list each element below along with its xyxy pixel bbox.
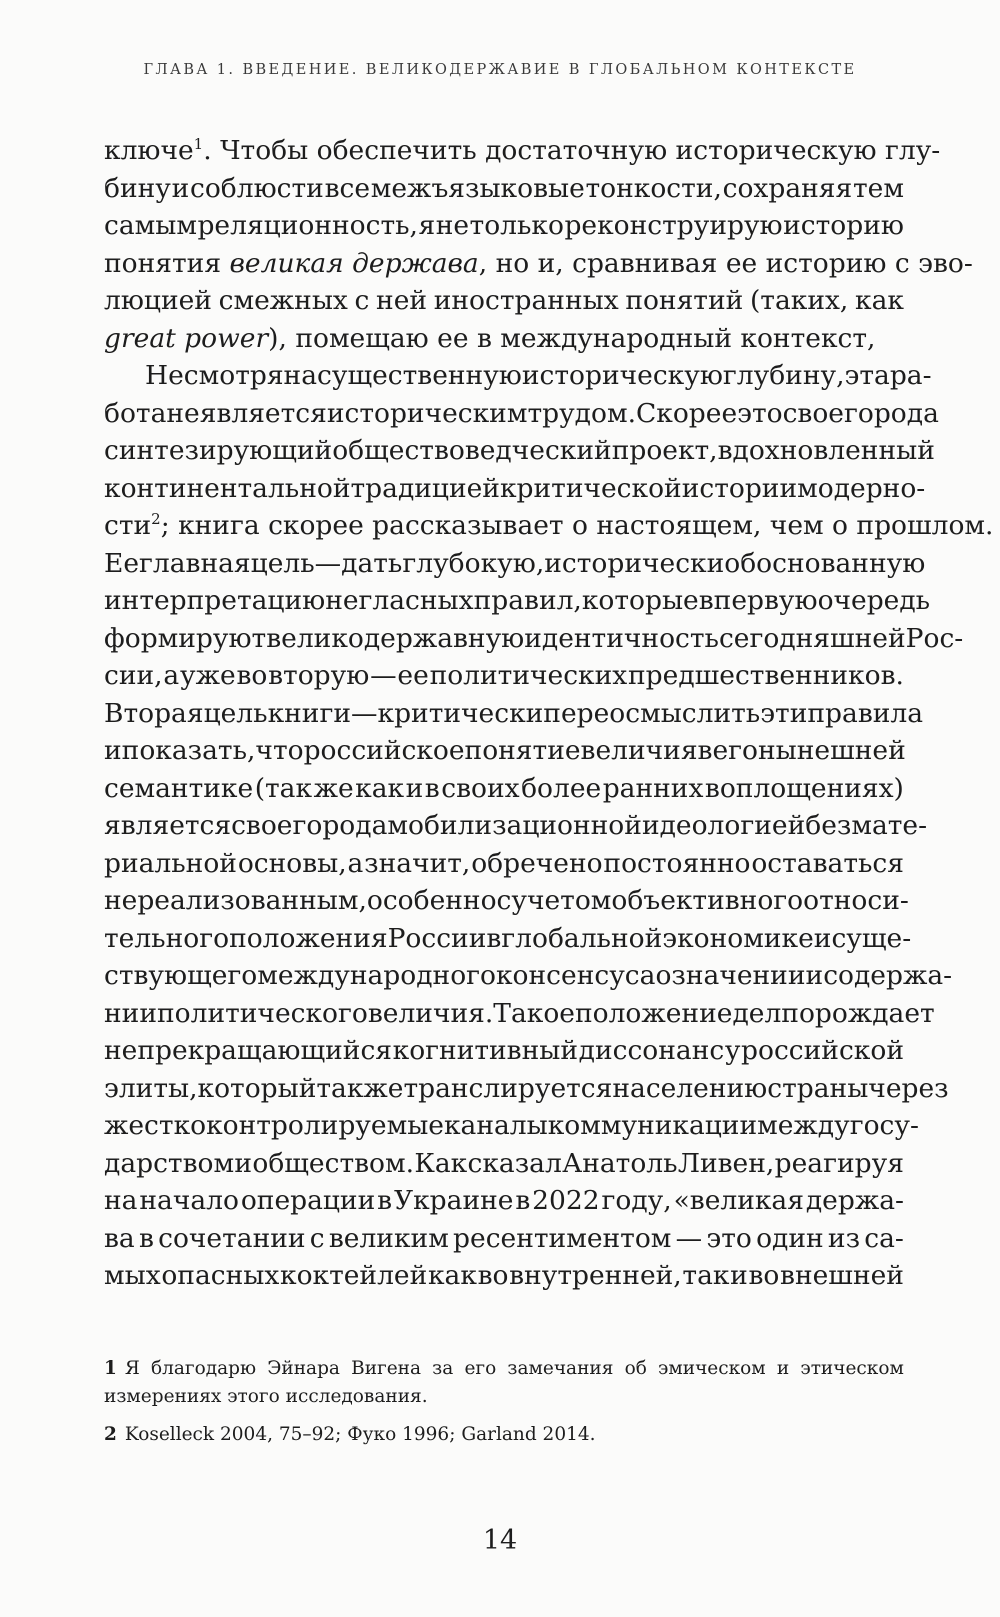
- word: Как: [414, 1147, 468, 1179]
- word: мате-: [851, 810, 928, 841]
- word: как: [427, 1260, 477, 1291]
- word: понятий: [625, 285, 744, 316]
- word: 2022: [532, 1185, 600, 1216]
- word: эта: [844, 360, 890, 391]
- word: эмическом: [657, 1358, 766, 1379]
- word: са-: [864, 1222, 904, 1254]
- word: не: [166, 397, 200, 429]
- word: и: [805, 960, 824, 991]
- word: соблюсти: [190, 172, 324, 204]
- word: рода: [873, 397, 939, 429]
- word: объективного: [611, 885, 804, 916]
- word: нии: [104, 997, 157, 1029]
- word: так: [682, 1260, 730, 1291]
- word: его: [712, 735, 758, 766]
- word: интерпретацию: [104, 585, 326, 616]
- word: предшественников.: [628, 660, 904, 691]
- word: ранних: [602, 772, 704, 804]
- body-text: [104, 132, 994, 1295]
- text-fragment: , но и, сравнивая ее историю с эво-: [478, 247, 973, 279]
- italic-term: great power: [104, 322, 269, 354]
- word: российское: [303, 735, 465, 766]
- word: на: [104, 1185, 138, 1216]
- footnote-ref-2: 2: [151, 510, 161, 529]
- word: значит,: [364, 847, 471, 879]
- text-line: [104, 657, 904, 695]
- footnote-number: 1: [104, 1358, 117, 1379]
- word: сегодняшней: [718, 622, 906, 654]
- word: относи-: [803, 885, 909, 916]
- text-line: [104, 282, 904, 320]
- word: главная: [139, 547, 251, 579]
- word: тельного: [104, 922, 230, 954]
- word: оставаться: [751, 847, 904, 879]
- running-head: ГЛАВА 1. ВВЕДЕНИЕ. ВЕЛИКОДЕРЖАВИЕ В ГЛОБАЛЬНОМ КОНТЕКСТЕ: [143, 62, 857, 78]
- word: существенную: [317, 360, 522, 391]
- word: держа-: [805, 1185, 904, 1216]
- word: понятие: [464, 735, 581, 766]
- text-line: [104, 1070, 949, 1108]
- word: в: [515, 1185, 531, 1216]
- word: Ее: [104, 547, 140, 579]
- text-line: [104, 320, 904, 358]
- word: (так: [254, 772, 313, 804]
- word: внешней: [780, 1260, 904, 1291]
- word: особенно: [366, 885, 497, 916]
- word: значении: [671, 960, 806, 991]
- word: непрекращающийся: [104, 1035, 393, 1066]
- word: Вторая: [104, 697, 204, 729]
- word: коктейлей: [280, 1260, 428, 1291]
- text-line: [104, 507, 994, 545]
- word: модерно-: [797, 472, 926, 504]
- word: глубокую,: [402, 547, 545, 579]
- text-line: [104, 695, 924, 733]
- word: великодержавную: [266, 622, 525, 654]
- word: обществом.: [252, 1147, 415, 1179]
- word: реагируя: [774, 1147, 904, 1179]
- word: ва: [104, 1222, 135, 1254]
- word: а: [163, 660, 180, 691]
- word: сии,: [104, 660, 163, 691]
- word: тем: [852, 172, 904, 204]
- word: нынешней: [758, 735, 906, 766]
- text-line: [104, 1220, 904, 1258]
- word: же: [313, 772, 354, 804]
- text-fragment: понятия: [104, 247, 222, 279]
- word: и: [234, 1147, 253, 1179]
- word: который: [197, 1072, 317, 1104]
- word: у: [724, 1035, 741, 1066]
- word: как: [355, 772, 405, 804]
- word: обречено: [471, 847, 603, 879]
- word: начало: [139, 1185, 239, 1216]
- page-number: 14: [482, 1525, 518, 1556]
- word: а: [347, 847, 364, 879]
- word: своих: [441, 772, 520, 804]
- word: когнитивный: [392, 1035, 579, 1066]
- word: которые: [581, 585, 699, 616]
- word: учетом: [511, 885, 612, 916]
- word: величия: [580, 735, 698, 766]
- word: ее: [397, 660, 429, 691]
- word: году,: [601, 1185, 672, 1216]
- word: жестко: [104, 1110, 207, 1141]
- word: госу-: [849, 1110, 919, 1141]
- word: —: [314, 547, 342, 579]
- text-line: [104, 920, 912, 958]
- word: Эйнара: [267, 1358, 340, 1379]
- text-line: [104, 470, 926, 508]
- word: на: [283, 360, 318, 391]
- word: бота: [104, 397, 167, 429]
- word: ресентиментом: [453, 1222, 672, 1254]
- word: консенсуса: [495, 960, 656, 991]
- word: и: [104, 735, 122, 766]
- word: и: [405, 772, 424, 804]
- word: и: [776, 1358, 790, 1379]
- word: в: [138, 1222, 154, 1254]
- text-line: [104, 1257, 904, 1295]
- word: ней: [376, 285, 428, 316]
- word: первую: [713, 585, 818, 616]
- word: дел: [732, 997, 782, 1029]
- word: своего: [231, 810, 323, 841]
- word: сочетании: [158, 1222, 306, 1254]
- word: очередь: [817, 585, 931, 616]
- text-line: [104, 1032, 904, 1070]
- word: традицией: [350, 472, 500, 504]
- word: международного: [257, 960, 496, 991]
- text-line: [104, 807, 928, 845]
- word: и: [171, 172, 190, 204]
- word: порождает: [781, 997, 935, 1029]
- word: я: [418, 210, 436, 241]
- word: величия.: [367, 997, 494, 1029]
- word: содержа-: [823, 960, 953, 991]
- word: (таких,: [749, 285, 849, 316]
- footnote-line: [104, 1421, 904, 1449]
- word: воплощениях): [704, 772, 904, 804]
- word: проект,: [611, 435, 718, 466]
- footnote-line: [104, 1355, 904, 1383]
- word: страны: [767, 1072, 869, 1104]
- word: критически: [377, 697, 544, 729]
- word: политических: [429, 660, 628, 691]
- word: во: [748, 1260, 780, 1291]
- word: риальной: [104, 847, 237, 879]
- text-line: [104, 620, 964, 658]
- word: в: [698, 585, 714, 616]
- footnote-line: [104, 1383, 904, 1411]
- footnote-text: измерениях этого исследования.: [104, 1386, 428, 1407]
- text-line: [104, 245, 973, 283]
- word: Украине: [393, 1185, 514, 1216]
- word: не: [435, 210, 470, 241]
- word: с: [496, 885, 512, 916]
- word: книги: [267, 697, 352, 729]
- word: —: [370, 660, 397, 691]
- text-line: [104, 432, 935, 470]
- text-segment: [104, 245, 973, 283]
- word: России: [387, 922, 487, 954]
- word: Скорее: [636, 397, 738, 429]
- word: бину: [104, 172, 171, 204]
- word: этическом: [800, 1358, 904, 1379]
- word: смежных: [218, 285, 348, 316]
- text-line: [104, 545, 926, 583]
- footnotes: [104, 1355, 904, 1459]
- word: опасных: [161, 1260, 280, 1291]
- footnote-2: [104, 1421, 904, 1449]
- word: своего: [782, 397, 874, 429]
- word: элиты,: [104, 1072, 198, 1104]
- footnote-1: [104, 1355, 904, 1411]
- word: это: [706, 1222, 752, 1254]
- word: каналы: [443, 1110, 548, 1141]
- word: постоянно: [603, 847, 751, 879]
- word: люцией: [104, 285, 212, 316]
- word: —: [675, 1222, 703, 1254]
- word: основы,: [237, 847, 347, 879]
- word: показать,: [121, 735, 256, 766]
- word: населению: [612, 1072, 768, 1104]
- word: тонкости,: [585, 172, 722, 204]
- word: эти: [760, 697, 808, 729]
- text-segment: [104, 132, 940, 170]
- word: сохраняя: [722, 172, 853, 204]
- word: мобилизационной: [387, 810, 642, 841]
- word: Рос-: [905, 622, 964, 654]
- word: Несмотря: [145, 360, 284, 391]
- word: в: [424, 772, 440, 804]
- word: вторую: [268, 660, 370, 691]
- word: внутренней,: [509, 1260, 682, 1291]
- text-line: [104, 357, 932, 395]
- text-fragment: ; книга скорее рассказывает о настоящем, чем о прошлом.: [160, 510, 994, 541]
- footnote-ref-1: 1: [193, 135, 204, 154]
- word: семантике: [104, 772, 254, 804]
- word: исторически: [544, 547, 725, 579]
- text-line: [104, 1182, 904, 1220]
- word: глобальной: [501, 922, 663, 954]
- word: реляционность,: [197, 210, 418, 241]
- word: суще-: [831, 922, 912, 954]
- word: положения: [229, 922, 388, 954]
- word: негласных: [325, 585, 474, 616]
- word: экономике: [662, 922, 814, 954]
- word: транслируется: [403, 1072, 613, 1104]
- text-line: [104, 1145, 904, 1183]
- word: обществоведческий: [332, 435, 612, 466]
- text-line: [104, 132, 941, 170]
- word: контролируемые: [206, 1110, 444, 1141]
- word: реконструирую: [564, 210, 783, 241]
- footnote-segment: [104, 1421, 596, 1449]
- word: континентальной: [104, 472, 351, 504]
- word: Анатоль: [562, 1147, 678, 1179]
- text-segment: [104, 320, 882, 358]
- word: за: [432, 1358, 454, 1379]
- word: «великая: [673, 1185, 804, 1216]
- text-line: [104, 582, 931, 620]
- text-line: [104, 770, 904, 808]
- word: только: [469, 210, 564, 241]
- word: вдохновленный: [717, 435, 935, 466]
- word: нереализованным,: [104, 885, 367, 916]
- word: Такое: [493, 997, 575, 1029]
- word: диссонанс: [578, 1035, 725, 1066]
- word: в: [486, 922, 502, 954]
- word: политического: [157, 997, 368, 1029]
- word: об: [624, 1358, 647, 1379]
- word: это: [737, 397, 783, 429]
- word: также: [316, 1072, 404, 1104]
- word: самым: [104, 210, 197, 241]
- text-line: [104, 207, 904, 245]
- italic-term: великая держава: [229, 247, 479, 279]
- word: благодарю: [150, 1358, 257, 1379]
- word: переосмыслить: [543, 697, 761, 729]
- word: дарством: [104, 1147, 235, 1179]
- word: о: [655, 960, 672, 991]
- word: положение: [574, 997, 733, 1029]
- word: между: [757, 1110, 850, 1141]
- word: российской: [741, 1035, 904, 1066]
- word: дать: [341, 547, 403, 579]
- word: в: [697, 735, 713, 766]
- word: сказал: [467, 1147, 562, 1179]
- word: один: [756, 1222, 824, 1254]
- word: историю: [783, 210, 904, 241]
- word: через: [868, 1072, 949, 1104]
- word: является: [199, 397, 327, 429]
- word: является: [104, 810, 232, 841]
- text-line: [104, 395, 939, 433]
- word: трудом.: [527, 397, 636, 429]
- word: историческую: [521, 360, 723, 391]
- word: 1 Я: [104, 1358, 140, 1379]
- word: коммуникации: [547, 1110, 758, 1141]
- text-fragment: ключе: [104, 135, 194, 166]
- word: правил,: [473, 585, 582, 616]
- word: и: [730, 1260, 748, 1291]
- word: межъязыковые: [370, 172, 585, 204]
- footnote-text: Koselleck 2004, 75–92; Фуко 1996; Garland 2014.: [124, 1424, 596, 1445]
- word: идеологией: [641, 810, 806, 841]
- word: во: [236, 660, 268, 691]
- word: —: [351, 697, 378, 729]
- word: великим: [328, 1222, 449, 1254]
- text-line: [104, 882, 909, 920]
- text-line: [104, 845, 904, 883]
- word: с: [309, 1222, 325, 1254]
- word: цель: [250, 547, 315, 579]
- word: идентичность: [524, 622, 719, 654]
- word: иностранных: [433, 285, 619, 316]
- text-line: [104, 170, 904, 208]
- word: рода: [322, 810, 388, 841]
- word: истории: [681, 472, 798, 504]
- word: ствующего: [104, 960, 258, 991]
- word: критической: [499, 472, 682, 504]
- word: более: [521, 772, 602, 804]
- word: цель: [203, 697, 268, 729]
- word: правила: [807, 697, 924, 729]
- word: операции: [240, 1185, 376, 1216]
- text-line: [104, 995, 935, 1033]
- word: что: [255, 735, 304, 766]
- word: уже: [180, 660, 236, 691]
- word: без: [805, 810, 852, 841]
- word: и: [813, 922, 832, 954]
- text-segment: [104, 507, 993, 545]
- text-fragment: сти: [104, 510, 152, 541]
- text-line: [104, 1107, 919, 1145]
- word: его: [464, 1358, 497, 1379]
- word: ра-: [889, 360, 932, 391]
- word: все: [324, 172, 371, 204]
- word: синтезирующий: [104, 435, 333, 466]
- word: из: [827, 1222, 861, 1254]
- word: мых: [104, 1260, 161, 1291]
- word: Вигена: [351, 1358, 422, 1379]
- word: как: [855, 285, 904, 316]
- word: Ливен,: [677, 1147, 775, 1179]
- word: глубину,: [722, 360, 845, 391]
- word: в: [377, 1185, 393, 1216]
- text-fragment: ), помещаю ее в международный контекст,: [268, 322, 876, 354]
- word: во: [477, 1260, 509, 1291]
- footnote-number: 2: [104, 1424, 117, 1445]
- word: замечания: [507, 1358, 614, 1379]
- word: обоснованную: [724, 547, 926, 579]
- word: историческим: [326, 397, 528, 429]
- text-fragment: . Чтобы обеспечить достаточную историческую глу-: [203, 135, 941, 166]
- text-line: [104, 957, 953, 995]
- word: формируют: [104, 622, 267, 654]
- word: с: [354, 285, 370, 316]
- text-line: [104, 732, 904, 770]
